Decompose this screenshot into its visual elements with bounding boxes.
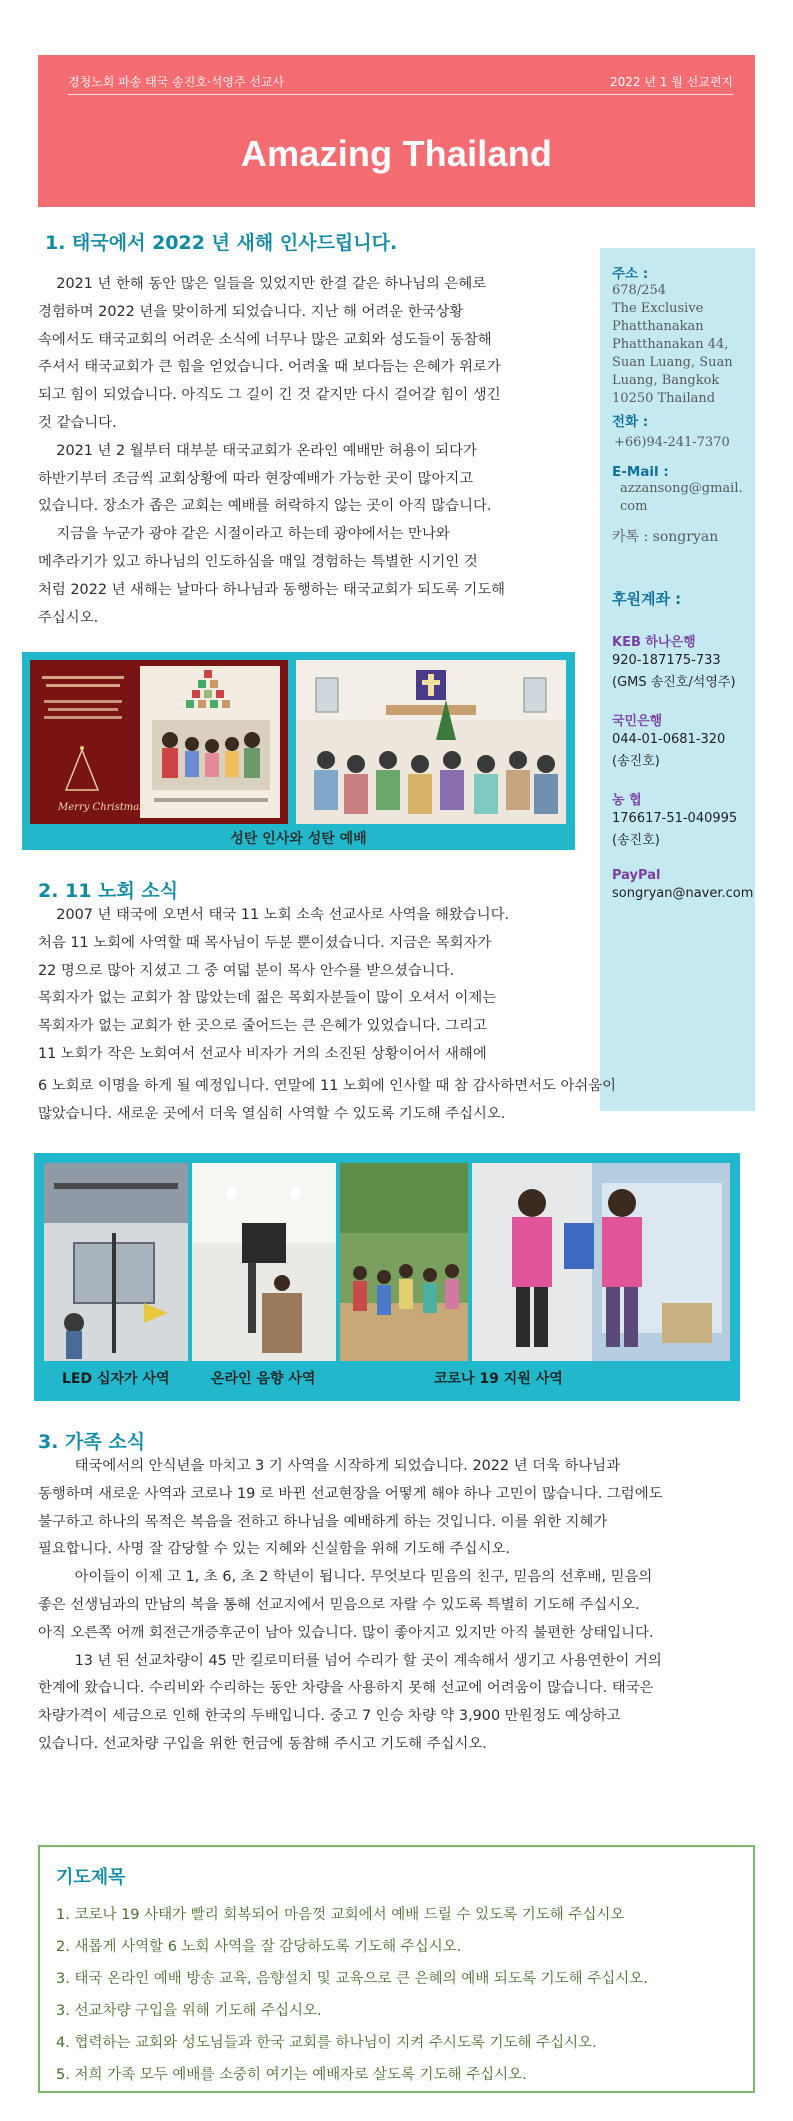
prayer-requests-box [38,1845,755,2093]
section3-line: 한계에 왔습니다. 수리비와 수리하는 동안 차량을 사용하지 못해 선교에 어려움이 많습니다. 태국은 [38,1680,654,1697]
email-line: azzansong@gmail. [620,481,743,496]
sound-system-illustration [192,1163,336,1361]
section2-line: 목회자가 없는 교회가 참 많았는데 젊은 목회자분들이 많이 오셔서 이제는 [38,990,497,1007]
section3-line: 아이들이 이제 고 1, 초 6, 초 2 학년이 됩니다. 무엇보다 믿음의 친구, 믿음의 선후배, 믿음의 [38,1569,653,1586]
header-banner [38,55,755,207]
village-illustration [340,1163,468,1361]
kakao-id: 카톡 : songryan [612,529,719,545]
section3-line: 13 년 된 선교차량이 45 만 킬로미터를 넘어 수리가 할 곳이 계속해서 생기고 사용연한이 거의 [38,1652,662,1669]
paypal-email: songryan@naver.com [612,886,754,901]
section2-line: 목회자가 없는 교회가 한 곳으로 줄어드는 큰 은혜가 있었습니다. 그리고 [38,1018,487,1035]
section2-line: 많았습니다. 새로운 곳에서 더욱 열심히 사역할 수 있도록 기도해 주십시오. [38,1105,506,1122]
bank-entry [612,631,743,694]
phone-label: 전화 : [612,414,649,430]
section1-line: 처럼 2022 년 새해는 날마다 하나님과 동행하는 태국교회가 되도록 기도해 [38,581,506,598]
covid-relief-photo-1 [340,1163,468,1361]
ministry-photo-frame [34,1153,740,1401]
section3-body [38,1453,763,1759]
address-line: The Exclusive [612,301,704,316]
section2-line: 22 명으로 많아 지셨고 그 중 여덟 분이 목사 안수를 받으셨습니다. [38,962,455,979]
prayer-item: 3. 태국 온라인 예배 방송 교육, 음향설치 및 교육으로 큰 은혜의 예배 되도록 기도해 주십시오. [56,1971,648,1987]
section1-line: 것 같습니다. [38,414,117,431]
christmas-card-photo [30,660,288,824]
section1-body [38,271,598,632]
section2-title: 2. 11 노회 소식 [38,880,179,902]
address-line: Suan Luang, Suan [612,355,733,370]
relief-delivery-illustration [472,1163,730,1361]
section1-line: 주십시오. [38,609,99,626]
prayer-item: 2. 새롭게 사역할 6 노회 사역을 잘 감당하도록 기도해 주십시오. [56,1939,462,1955]
address-line: Phatthanakan 44, [612,337,729,352]
bank-line: (GMS 송진호/석영주) [612,675,736,690]
bank-line: 176617-51-040995 [612,811,738,826]
section2-line: 처음 11 노회에 사역할 때 목사님이 두분 뿐이셨습니다. 지금은 목회자가 [38,934,492,951]
email-address [612,480,743,516]
christmas-service-photo [296,660,566,824]
led-cross-illustration [44,1163,188,1361]
bank-name: PayPal [612,868,661,883]
section2-body-wide [38,1073,758,1129]
section3-line: 좋은 선생님과의 만남의 복을 통해 선교지에서 믿음으로 자랄 수 있도록 특별히 기도해 주십시오. [38,1596,640,1613]
sound-system-photo [192,1163,336,1361]
bank-line: (송진호) [612,754,660,769]
section3-title: 3. 가족 소식 [38,1431,146,1453]
section3-line: 태국에서의 안식년을 마치고 3 기 사역을 시작하게 되었습니다. 2022 년 더욱 하나님과 [38,1458,621,1474]
prayer-item: 5. 저희 가족 모두 예배를 소중히 여기는 예배자로 살도록 기도해 주십시오. [56,2067,527,2083]
section3-line: 필요합니다. 사명 잘 감당할 수 있는 지혜와 신실함을 위해 기도해 주십시오. [38,1541,510,1558]
section1-title: 1. 태국에서 2022 년 새해 인사드립니다. [45,232,398,254]
page-title: Amazing Thailand [240,133,553,174]
prayer-list [56,1899,737,2091]
section3-line: 불구하고 하나의 목적은 복음을 전하고 하나님을 예배하게 하는 것입니다. 이를 위한 지혜가 [38,1513,608,1530]
section2-body [38,902,598,1069]
christmas-photo-frame [22,652,575,850]
phone-number: +66)94-241-7370 [614,435,730,450]
section3-line: 있습니다. 선교차량 구입을 위한 헌금에 동참해 주시고 기도해 주십시오. [38,1735,487,1752]
section1-line: 있습니다. 장소가 좁은 교회는 예배를 허락하지 않는 곳이 아직 많습니다. [38,498,492,515]
christmas-card-illustration [30,660,288,824]
address-line: Phatthanakan [612,319,704,334]
section1-line: 2021 년 2 월부터 대부분 태국교회가 온라인 예배만 허용이 되다가 [38,442,477,459]
section2-line: 11 노회가 작은 노회여서 선교사 비자가 거의 소진된 상황이어서 새해에 [38,1045,487,1062]
prayer-item: 1. 코로나 19 사태가 빨리 회복되어 마음껏 교회에서 예배 드릴 수 있도록 기도해 주십시오 [56,1907,625,1923]
header-top-line [68,73,733,95]
section1-line: 메추라기가 있고 하나님의 인도하심을 매일 경험하는 특별한 시기인 것 [38,553,478,570]
section1-line: 하반기부터 조금씩 교회상황에 따라 현장예배가 가능한 곳이 많아지고 [38,470,474,487]
bank-name: 농 협 [612,793,642,808]
email-label: E-Mail : [612,464,669,480]
bank-entry [612,789,743,852]
bank-entry [612,710,743,773]
section3-line: 차량가격이 세금으로 인해 한국의 두배입니다. 중고 7 인승 차량 약 3,900 만원정도 예상하고 [38,1708,621,1725]
prayer-item: 4. 협력하는 교회와 성도님들과 한국 교회를 하나님이 지켜 주시도록 기도해 주십시오. [56,2035,597,2051]
prayer-item: 3. 선교차량 구입을 위해 기도해 주십시오. [56,2003,322,2019]
address-line: 678/254 [612,283,667,298]
photo-caption-covid: 코로나 19 지원 사역 [434,1371,563,1387]
address-line: 10250 Thailand [612,391,716,406]
photo-caption-christmas: 성탄 인사와 성탄 예배 [230,831,367,847]
contact-sidebar [600,248,755,1111]
address-block [612,282,743,408]
covid-relief-photo-2 [472,1163,730,1361]
section1-line: 속에서도 태국교회의 어려운 소식에 너무나 많은 교회와 성도들이 동참해 [38,331,492,348]
section3-line: 동행하며 새로운 사역과 코로나 19 로 바뀐 선교현장을 어떻게 해야 하나 고민이 많습니다. 그럼에도 [38,1485,663,1502]
section1-line: 경험하며 2022 년을 맞이하게 되었습니다. 지난 해 어려운 한국상황 [38,303,464,320]
section1-line: 2021 년 한해 동안 많은 일들을 있었지만 한결 같은 하나님의 은혜로 [38,276,487,292]
address-line: Luang, Bangkok [612,373,720,388]
bank-line: (송진호) [612,833,660,848]
card-script: Merry Christmas [58,802,145,813]
bank-line: 044-01-0681-320 [612,732,726,747]
church-interior-illustration [296,660,566,824]
photo-caption-sound: 온라인 음향 사역 [211,1371,316,1387]
missionary-name: 경청노회 파송 태국 송진호·석영주 선교사 [68,75,285,89]
address-label: 주소 : [612,266,649,282]
section1-line: 지금을 누군가 광야 같은 시절이라고 하는데 광야에서는 만나와 [38,526,450,543]
section2-line: 2007 년 태국에 오면서 태국 11 노회 소속 선교사로 사역을 해왔습니다. [38,907,510,923]
section3-line: 아직 오른쪽 어깨 회전근개증후군이 남아 있습니다. 많이 좋아지고 있지만 아직 불편한 상태입니다. [38,1624,654,1641]
bank-line: 920-187175-733 [612,653,721,668]
section1-line: 되고 힘이 되었습니다. 아직도 그 길이 긴 것 같지만 다시 걸어갈 힘이 생긴 [38,387,501,404]
letter-date: 2022 년 1 월 선교편지 [610,75,733,89]
section2-line: 6 노회로 이명을 하게 될 예정입니다. 연말에 11 노회에 인사할 때 참 감사하면서도 아쉬움이 [38,1078,617,1094]
bank-name: 국민은행 [612,714,663,729]
photo-caption-led: LED 십자가 사역 [62,1371,170,1387]
prayer-title: 기도제목 [56,1867,126,1888]
led-cross-photo [44,1163,188,1361]
email-line: com [620,499,648,514]
section1-line: 주셔서 태국교회가 큰 힘을 얻었습니다. 어려울 때 보다듬는 은혜가 위로가 [38,359,501,376]
donation-title: 후원계좌 : [612,590,682,608]
bank-name: KEB 하나은행 [612,635,696,650]
bank-entry [612,868,754,905]
